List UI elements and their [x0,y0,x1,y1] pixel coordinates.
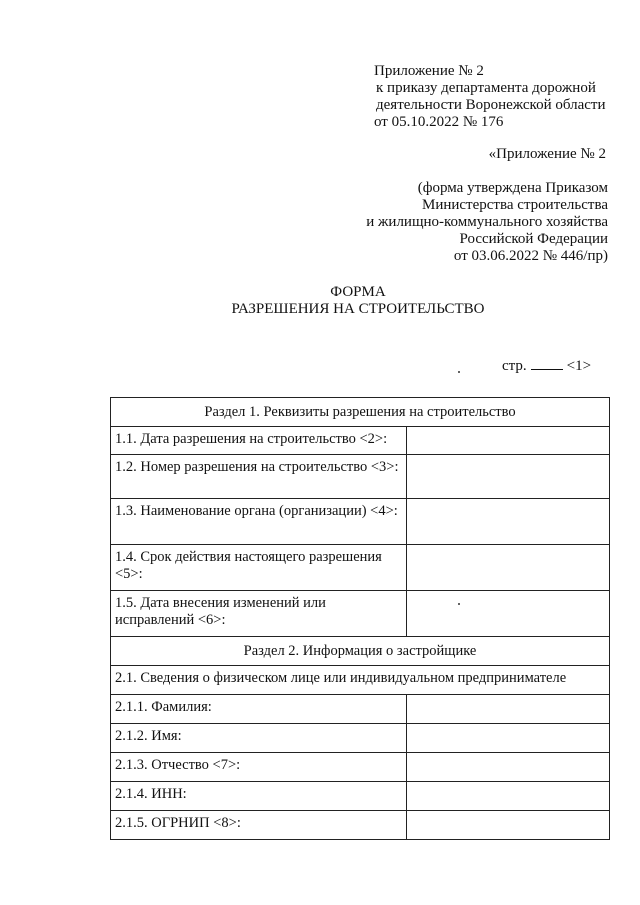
page-number-blank[interactable] [531,357,563,370]
row-1-1-label: 1.1. Дата разрешения на строительство <2>: [111,427,407,455]
approval-line-5: от 03.06.2022 № 446/пр) [453,248,608,264]
row-2-1-5-value[interactable] [407,811,610,840]
row-1-4-label: 1.4. Срок действия настоящего разрешения <5>: [111,545,407,591]
row-1-2-value[interactable] [407,455,610,499]
form-title-line-1: ФОРМА [330,284,386,300]
form-title-line-2: РАЗРЕШЕНИЯ НА СТРОИТЕЛЬСТВО [231,301,485,317]
row-2-1-2-label: 2.1.2. Имя: [111,724,407,753]
row-1-4-value[interactable] [407,545,610,591]
scan-speck [458,371,460,373]
row-2-1-5-label: 2.1.5. ОГРНИП <8>: [111,811,407,840]
row-1-3-label: 1.3. Наименование органа (организации) <4>: [111,499,407,545]
row-2-1-2-value[interactable] [407,724,610,753]
permit-form-table [110,397,610,840]
row-2-1-4-label: 2.1.4. ИНН: [111,782,407,811]
row-1-3-value[interactable] [407,499,610,545]
page-number-note: <1> [566,358,592,374]
approval-line-1: (форма утверждена Приказом [417,180,608,196]
approval-line-2: Министерства строительства [421,197,608,213]
row-1-5-label: 1.5. Дата внесения изменений или исправлений <6>: [111,591,407,637]
row-1-5-value[interactable] [407,591,610,637]
approval-line-3: и жилищно-коммунального хозяйства [366,214,608,230]
row-2-1-1-label: 2.1.1. Фамилия: [111,695,407,724]
approval-note [366,180,608,265]
page-number-prefix: стр. [502,358,527,374]
approval-line-4: Российской Федерации [459,231,608,247]
row-2-1-3-label: 2.1.3. Отчество <7>: [111,753,407,782]
row-2-1-4-value[interactable] [407,782,610,811]
row-2-1-3-value[interactable] [407,753,610,782]
attachment-header [374,63,624,131]
section2-subheader: 2.1. Сведения о физическом лице или индивидуальном предпринимателе [111,666,610,695]
section2-header: Раздел 2. Информация о застройщике [111,637,610,666]
row-1-1-value[interactable] [407,427,610,455]
attachment-order-line: к приказу департамента дорожной [376,80,596,96]
form-title [0,284,640,318]
attachment-date-number: от 05.10.2022 № 176 [374,114,504,130]
row-1-2-label: 1.2. Номер разрешения на строительство <3>: [111,455,407,499]
page-number [502,357,591,375]
section1-header: Раздел 1. Реквизиты разрешения на строительство [111,398,610,427]
scan-speck [458,603,460,605]
attachment-number: Приложение № 2 [374,63,484,79]
row-2-1-1-value[interactable] [407,695,610,724]
attachment-department-line: деятельности Воронежской области [376,97,606,113]
previous-attachment-label: «Приложение № 2 [488,146,606,162]
